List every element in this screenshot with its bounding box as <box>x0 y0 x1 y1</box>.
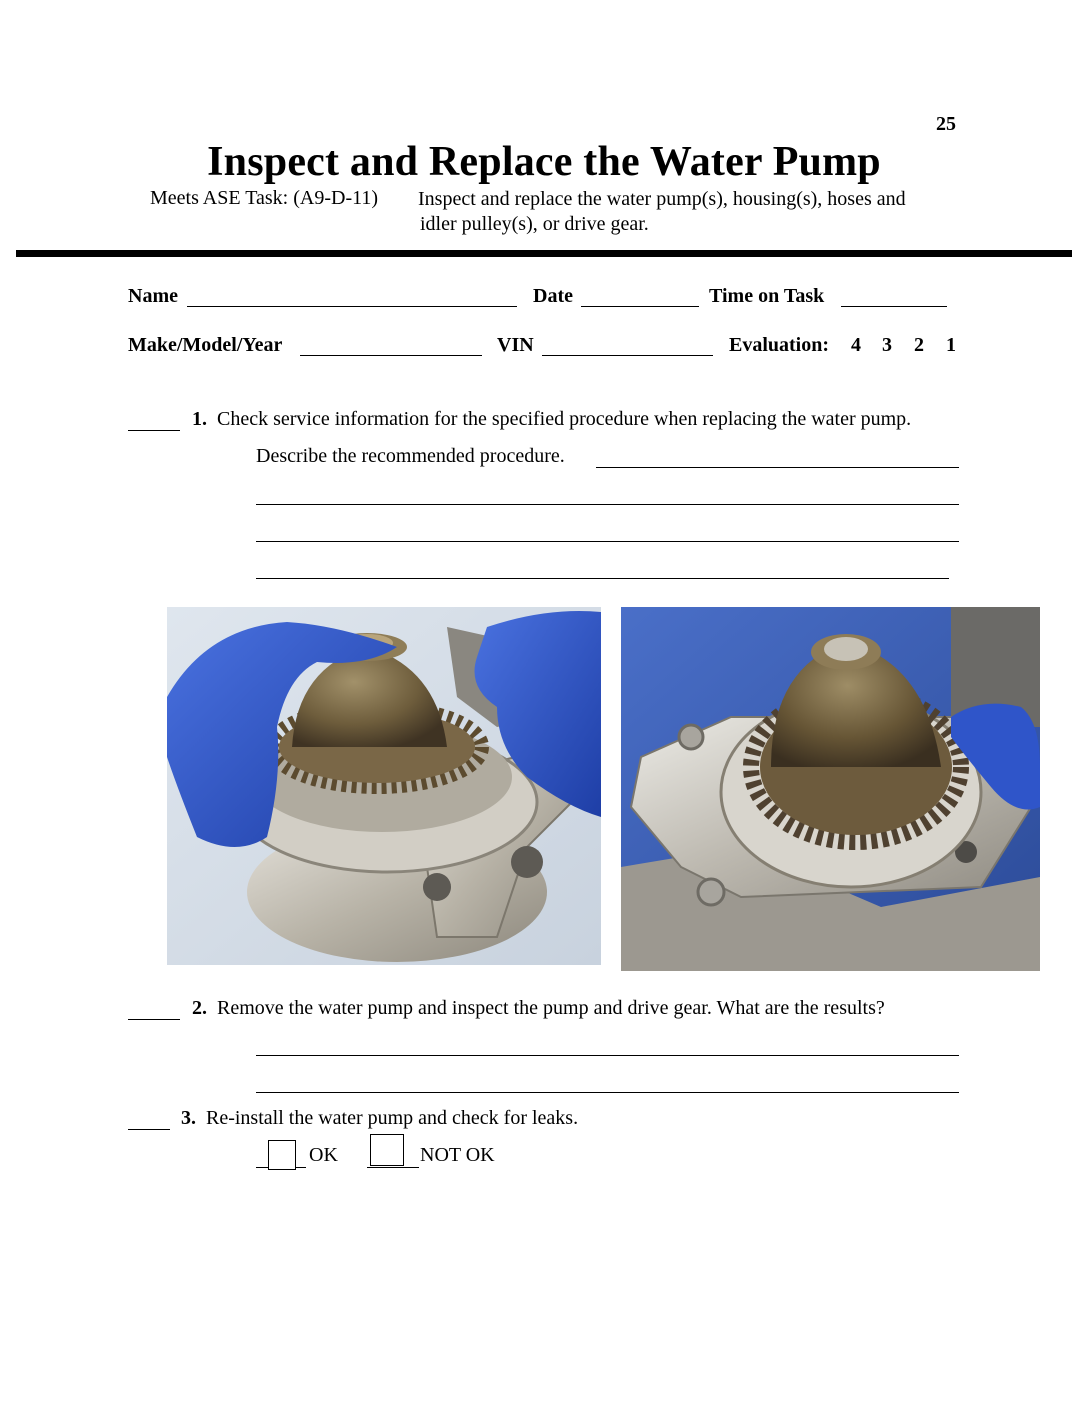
step-1-answer-line-4[interactable] <box>256 578 949 579</box>
step-1-text: Check service information for the specified procedure when replacing the water pump. <box>217 408 912 430</box>
step-2-check-blank[interactable] <box>128 1019 180 1020</box>
ase-desc-line-2: idler pulley(s), or drive gear. <box>420 213 649 235</box>
ase-task-label: Meets ASE Task: (A9-D-11) <box>150 187 379 209</box>
water-pump-photo-2 <box>621 607 1040 971</box>
date-field[interactable] <box>581 306 699 307</box>
step-1-answer-line-2[interactable] <box>256 504 959 505</box>
vin-field[interactable] <box>542 355 713 356</box>
step-2-text: Remove the water pump and inspect the pump and drive gear. What are the results? <box>217 997 885 1019</box>
evaluation-score-2[interactable]: 2 <box>914 334 924 356</box>
water-pump-photo-1 <box>167 607 601 965</box>
step-3 <box>181 1107 578 1130</box>
step-2 <box>192 997 885 1020</box>
time-on-task-label: Time on Task <box>709 285 825 307</box>
step-2-number: 2. <box>192 997 207 1019</box>
vin-label: VIN <box>497 334 534 356</box>
evaluation-score-4[interactable]: 4 <box>851 334 861 356</box>
evaluation-label: Evaluation: <box>729 334 830 356</box>
step-1-answer-line-1[interactable] <box>596 467 959 468</box>
evaluation-score-3[interactable]: 3 <box>882 334 892 356</box>
page-title: Inspect and Replace the Water Pump <box>207 139 881 185</box>
header-divider <box>16 250 1072 257</box>
name-field[interactable] <box>187 306 517 307</box>
step-1 <box>192 408 911 431</box>
not-ok-blank-line <box>367 1167 419 1168</box>
not-ok-label: NOT OK <box>420 1144 495 1166</box>
date-label: Date <box>533 285 573 307</box>
ok-checkbox[interactable] <box>268 1140 296 1170</box>
step-1-number: 1. <box>192 408 207 430</box>
time-on-task-field[interactable] <box>841 306 947 307</box>
ok-label: OK <box>309 1144 338 1166</box>
step-1-answer-line-3[interactable] <box>256 541 959 542</box>
make-model-year-label: Make/Model/Year <box>128 334 283 356</box>
step-1-check-blank[interactable] <box>128 430 180 431</box>
evaluation-score-1[interactable]: 1 <box>946 334 956 356</box>
step-1-sub: Describe the recommended procedure. <box>256 445 565 467</box>
make-model-year-field[interactable] <box>300 355 482 356</box>
ase-task-description <box>418 187 958 237</box>
step-3-check-blank[interactable] <box>128 1129 170 1130</box>
ase-desc-line-1: Inspect and replace the water pump(s), housing(s), hoses and <box>418 188 906 210</box>
step-2-answer-line-1[interactable] <box>256 1055 959 1056</box>
step-3-text: Re-install the water pump and check for leaks. <box>206 1107 579 1129</box>
step-2-answer-line-2[interactable] <box>256 1092 959 1093</box>
step-3-number: 3. <box>181 1107 196 1129</box>
page-number: 25 <box>936 113 956 135</box>
not-ok-checkbox[interactable] <box>370 1134 404 1166</box>
name-label: Name <box>128 285 178 307</box>
